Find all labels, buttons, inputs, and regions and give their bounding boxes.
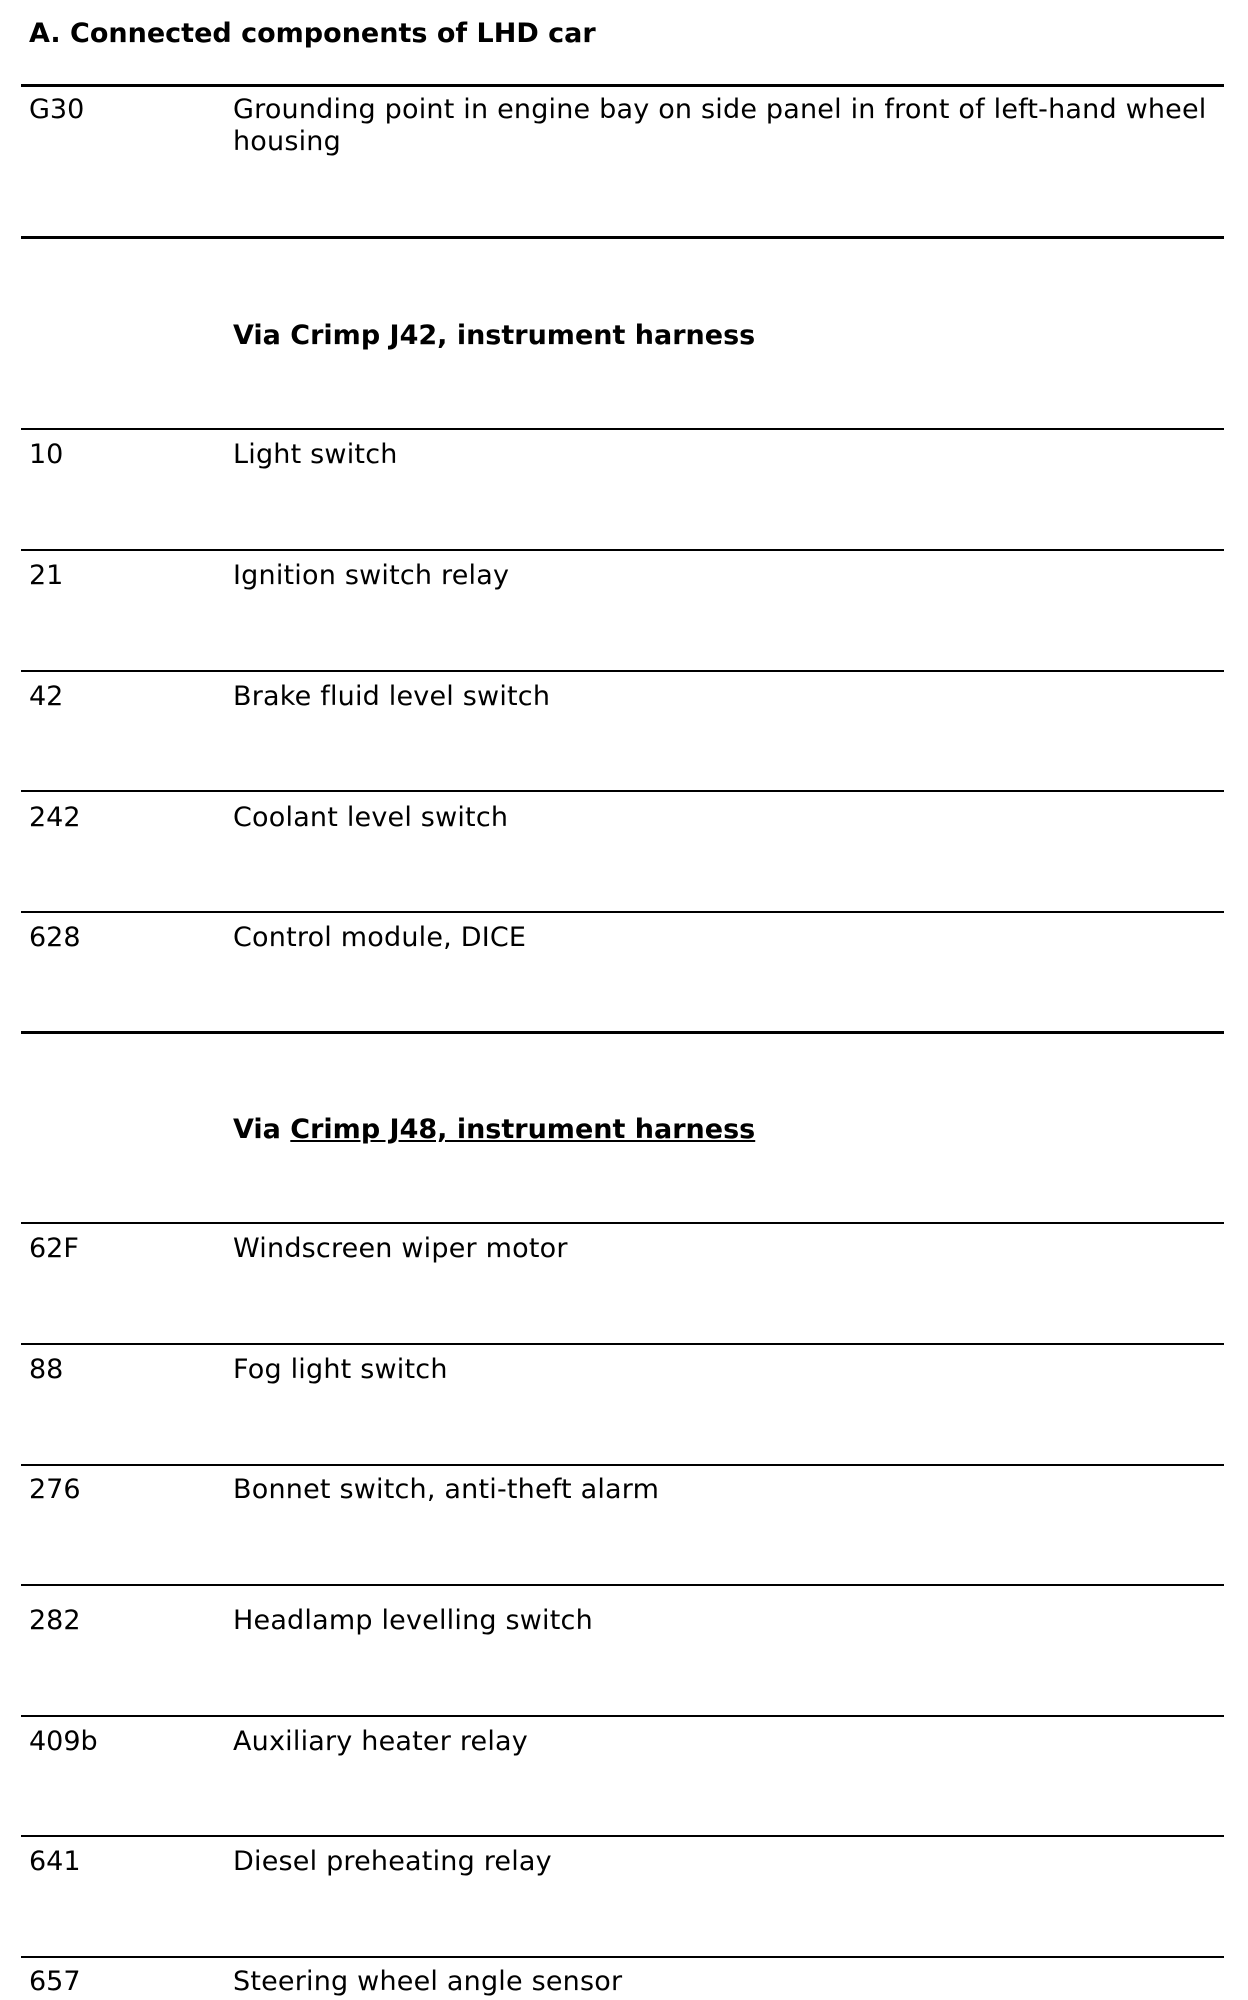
component-description: Auxiliary heater relay	[233, 1726, 528, 1757]
section-heading-j42: Via Crimp J42, instrument harness	[233, 320, 756, 351]
component-code: 641	[29, 1846, 81, 1877]
component-description: Headlamp levelling switch	[233, 1605, 593, 1636]
component-description: Coolant level switch	[233, 802, 509, 833]
component-code: G30	[29, 94, 85, 125]
component-description: Ignition switch relay	[233, 560, 510, 591]
component-code: 42	[29, 681, 64, 712]
section-heading-link: Crimp J48, instrument harness	[290, 1114, 756, 1145]
table-divider	[21, 1222, 1224, 1224]
component-code: 657	[29, 1966, 81, 1997]
component-code: 21	[29, 560, 64, 591]
table-divider	[21, 1584, 1224, 1586]
component-description: Control module, DICE	[233, 922, 527, 953]
component-description: Light switch	[233, 439, 398, 470]
table-divider	[21, 1835, 1224, 1837]
section-heading-j48	[233, 1114, 755, 1145]
page-title: A. Connected components of LHD car	[29, 18, 596, 49]
component-description: Windscreen wiper motor	[233, 1233, 568, 1264]
table-divider	[21, 1343, 1224, 1345]
component-description: Grounding point in engine bay on side panel in front of left-hand wheel housing	[233, 94, 1207, 157]
component-code: 242	[29, 802, 81, 833]
component-description: Fog light switch	[233, 1354, 448, 1385]
table-divider	[21, 428, 1224, 430]
component-code: 62F	[29, 1233, 79, 1264]
table-divider	[21, 549, 1224, 551]
component-code: 409b	[29, 1726, 98, 1757]
table-divider	[21, 1715, 1224, 1717]
section-heading-prefix: Via	[233, 1114, 291, 1145]
component-code: 276	[29, 1474, 81, 1505]
table-divider	[21, 236, 1224, 239]
table-divider	[21, 84, 1224, 87]
component-description: Bonnet switch, anti-theft alarm	[233, 1474, 660, 1505]
component-description: Brake fluid level switch	[233, 681, 551, 712]
table-divider	[21, 1956, 1224, 1958]
component-description: Diesel preheating relay	[233, 1846, 552, 1877]
component-code: 282	[29, 1605, 81, 1636]
table-divider	[21, 670, 1224, 672]
component-code: 10	[29, 439, 64, 470]
table-divider	[21, 1464, 1224, 1466]
component-code: 88	[29, 1354, 64, 1385]
table-divider	[21, 1031, 1224, 1034]
component-description: Steering wheel angle sensor	[233, 1966, 623, 1997]
table-divider	[21, 911, 1224, 913]
component-code: 628	[29, 922, 81, 953]
table-divider	[21, 790, 1224, 792]
